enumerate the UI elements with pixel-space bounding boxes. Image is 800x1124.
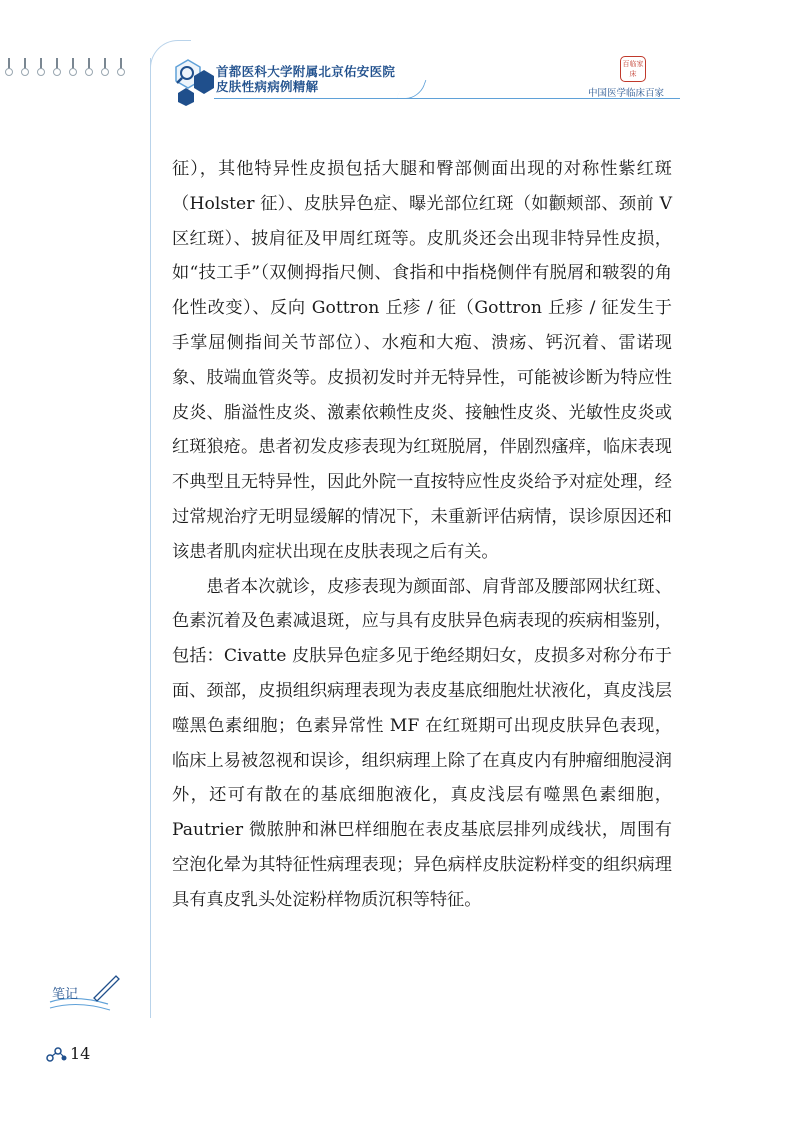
body-paragraph: 患者本次就诊，皮疹表现为颜面部、肩背部及腰部网状红斑、色素沉着及色素减退斑，应与具有皮肤异色病表现的疾病相鉴别，包括：Civatte 皮肤异色症多见于绝经期妇女，皮损多对称分布于面、颈部，皮损组织病理表现为表皮基底细胞灶状液化，真皮浅层噬黑色素细胞；色素异常性 MF 在红斑期可出现皮肤异色表现，临床上易被忽视和误诊，组织病理上除了在真皮内有肿瘤细胞浸润外，还可有散在的基底细胞液化，真皮浅层有噬黑色素细胞，Pautrier 微脓肿和淋巴样细胞在表皮基底层排列成线状，周围有空泡化晕为其特征性病理表现；异色病样皮肤淀粉样变的组织病理具有真皮乳头处淀粉样物质沉积等特征。: [172, 576, 672, 910]
hexagon-magnifier-logo-icon: [160, 56, 220, 106]
header-title: [216, 64, 395, 94]
page-body: [172, 152, 672, 918]
hospital-name: 首都医科大学附属北京佑安医院: [216, 64, 396, 79]
series-seal-logo: 百临家床: [620, 56, 646, 82]
notes-label: 笔记: [52, 987, 79, 1002]
notes-pen-icon: [44, 972, 124, 1016]
molecule-icon: [46, 1046, 68, 1062]
body-paragraph: 征），其他特异性皮损包括大腿和臀部侧面出现的对称性紫红斑（Holster 征）、皮肤异色症、曝光部位红斑（如颧颊部、颈前 V 区红斑）、披肩征及甲周红斑等。皮肌炎还会出现非特异性皮损，如“技工手”（双侧拇指尺侧、食指和中指桡侧伴有脱屑和皲裂的角化性改变）、反向 Gottron 丘疹 / 征（Gottron 丘疹 / 征发生于手掌屈侧指间关节部位）、水疱和大疱、溃疡、钙沉着、雷诺现象、肢端血管炎等。皮损初发时并无特异性，可能被诊断为特应性皮炎、脂溢性皮炎、激素依赖性皮炎、接触性皮炎、光敏性皮炎或红斑狼疮。患者初发皮疹表现为红斑脱屑，伴剧烈瘙痒，临床表现不典型且无特异性，因此外院一直按特应性皮炎给予对症处理，经过常规治疗无明显缓解的情况下，未重新评估病情，误诊原因还和该患者肌肉症状出现在皮肤表现之后有关。: [172, 159, 672, 562]
book-title: 皮肤性病病例精解: [216, 79, 319, 94]
header-rule-bend: [397, 80, 427, 99]
series-name: 中国医学临床百家: [588, 88, 665, 99]
binder-pins: [0, 58, 140, 78]
page-number: 14: [70, 1044, 91, 1063]
margin-line: [150, 58, 151, 1018]
